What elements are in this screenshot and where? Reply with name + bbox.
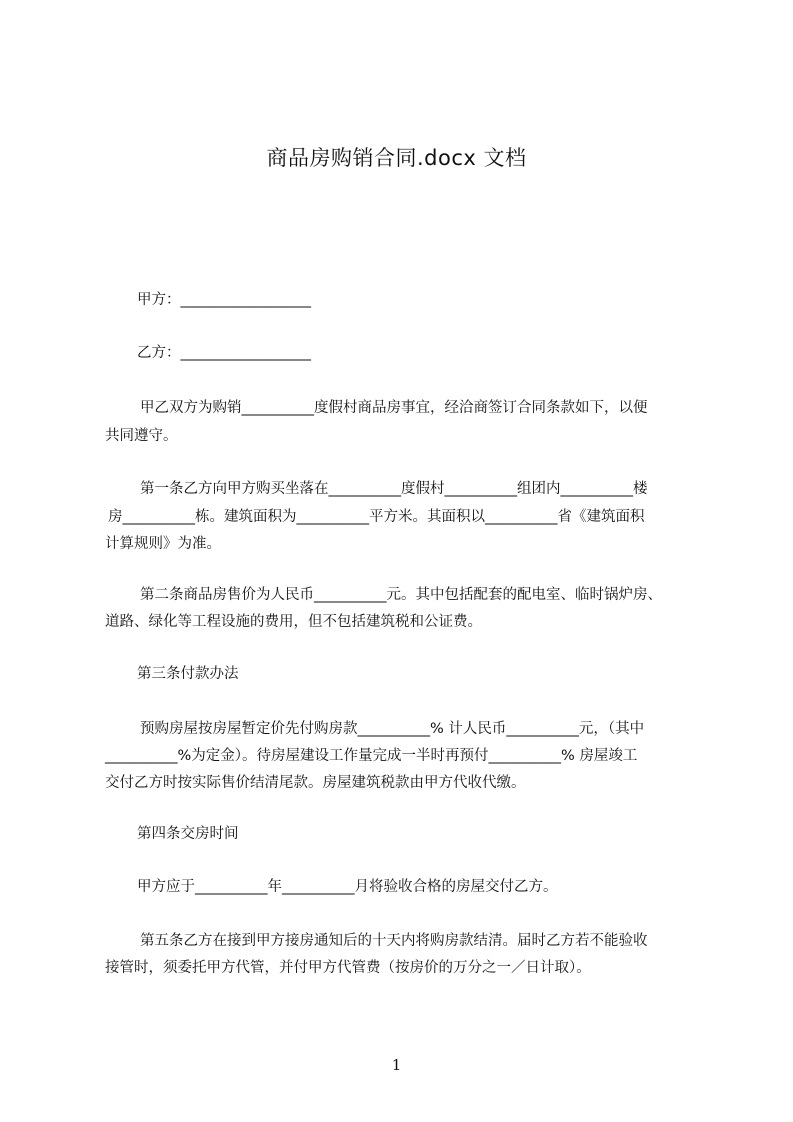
article-2-line-1: 第二条商品房售价为人民币__________元。其中包括配套的配电室、临时锅炉房、 — [140, 587, 662, 603]
article-5-line-1: 第五条乙方在接到甲方接房通知后的十天内将购房款结清。届时乙方若不能验收 — [140, 933, 648, 949]
article-4-line-1: 甲方应于__________年__________月将验收合格的房屋交付乙方。 — [137, 879, 558, 895]
article-3-line-3: 交付乙方时按实际售价结清尾款。房屋建筑税款由甲方代收代缴。 — [105, 775, 526, 791]
preamble-line-2: 共同遵守。 — [105, 428, 178, 444]
article-3-line-2: __________%为定金）。待房屋建设工作量完成一半时再预付__________% 房屋竣工 — [105, 748, 638, 764]
party-b-line: 乙方：__________________ — [137, 345, 311, 361]
preamble-line-1: 甲乙双方为购销__________度假村商品房事宜，经洽商签订合同条款如下，以便 — [140, 400, 648, 416]
article-3-heading: 第三条付款办法 — [137, 666, 239, 682]
article-1-line-3: 计算规则》为准。 — [105, 536, 221, 552]
article-5-line-2: 接管时，须委托甲方代管，并付甲方代管费（按房价的万分之一／日计取）。 — [105, 960, 591, 976]
article-2-line-2: 道路、绿化等工程设施的费用，但不包括建筑税和公证费。 — [105, 614, 482, 630]
page-number: 1 — [391, 1056, 402, 1074]
party-a-line: 甲方：__________________ — [137, 292, 311, 308]
article-4-heading: 第四条交房时间 — [137, 826, 239, 842]
document-title: 商品房购销合同.docx 文档 — [266, 146, 527, 170]
article-1-line-2: 房__________栋。建筑面积为__________平方米。其面积以__________省《建筑面积 — [108, 509, 645, 525]
article-1-line-1: 第一条乙方向甲方购买坐落在__________度假村__________组团内__________楼 — [140, 481, 648, 497]
article-3-line-1: 预购房屋按房屋暂定价先付购房款__________% 计人民币__________元，（其中 — [140, 721, 645, 737]
